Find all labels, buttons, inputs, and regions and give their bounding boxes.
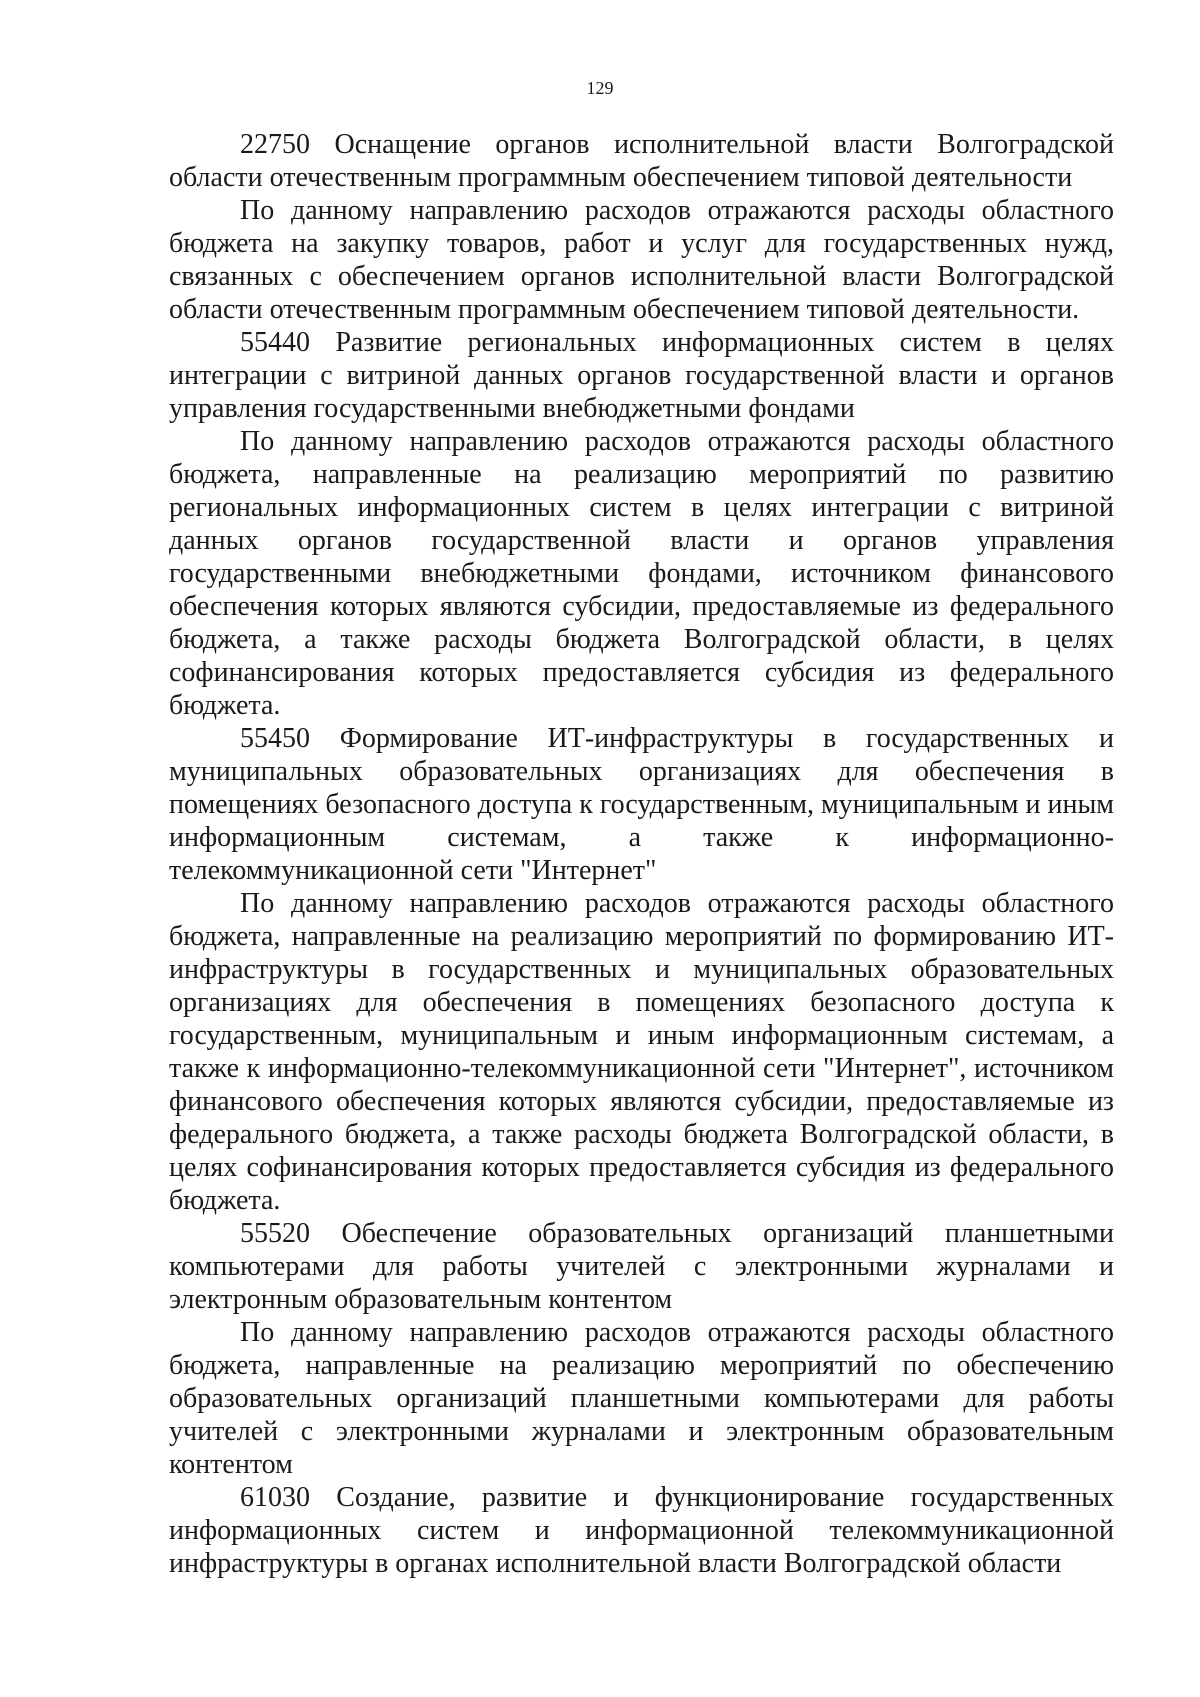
- section-heading-55440: 55440 Развитие региональных информационных систем в целях интеграции с витриной данных органов государственной власти и органов управления государственными внебюджетными фондами: [169, 327, 1114, 424]
- section-description-55450: По данному направлению расходов отражаются расходы областного бюджета, направленные на реализацию мероприятий по формированию ИТ-инфраструктуры в государственных и муниципальных образовательных организациях для обеспечения в помещениях безопасного доступа к государственным, муниципальным и иным информационным системам, а также к информационно-телекоммуникационной сети "Интернет", источником финансового обеспечения которых являются субсидии, предоставляемые из федерального бюджета, а также расходы бюджета Волгоградской области, в целях софинансирования которых предоставляется субсидия из федерального бюджета.: [169, 888, 1114, 1216]
- page-number: 129: [586, 78, 614, 98]
- section-heading-55520: 55520 Обеспечение образовательных организаций планшетными компьютерами для работы учителей с электронными журналами и электронным образовательным контентом: [169, 1218, 1114, 1315]
- section-description-22750: По данному направлению расходов отражаются расходы областного бюджета на закупку товаров, работ и услуг для государственных нужд, связанных с обеспечением органов исполнительной власти Волгоградской области отечественным программным обеспечением типовой деятельности.: [169, 195, 1114, 325]
- section-heading-55450: 55450 Формирование ИТ-инфраструктуры в государственных и муниципальных образовательных организациях для обеспечения в помещениях безопасного доступа к государственным, муниципальным и иным информационным системам, а также к информационно-телекоммуникационной сети "Интернет": [169, 723, 1114, 886]
- document-body: [169, 128, 1114, 1580]
- section-description-55440: По данному направлению расходов отражаются расходы областного бюджета, направленные на реализацию мероприятий по развитию региональных информационных систем в целях интеграции с витриной данных органов государственной власти и органов управления государственными внебюджетными фондами, источником финансового обеспечения которых являются субсидии, предоставляемые из федерального бюджета, а также расходы бюджета Волгоградской области, в целях софинансирования которых предоставляется субсидия из федерального бюджета.: [169, 426, 1114, 721]
- section-heading-61030: 61030 Создание, развитие и функционирование государственных информационных систем и информационной телекоммуникационной инфраструктуры в органах исполнительной власти Волгоградской области: [169, 1482, 1114, 1579]
- section-description-55520: По данному направлению расходов отражаются расходы областного бюджета, направленные на реализацию мероприятий по обеспечению образовательных организаций планшетными компьютерами для работы учителей с электронными журналами и электронным образовательным контентом: [169, 1317, 1114, 1480]
- section-heading-22750: 22750 Оснащение органов исполнительной власти Волгоградской области отечественным программным обеспечением типовой деятельности: [169, 129, 1114, 193]
